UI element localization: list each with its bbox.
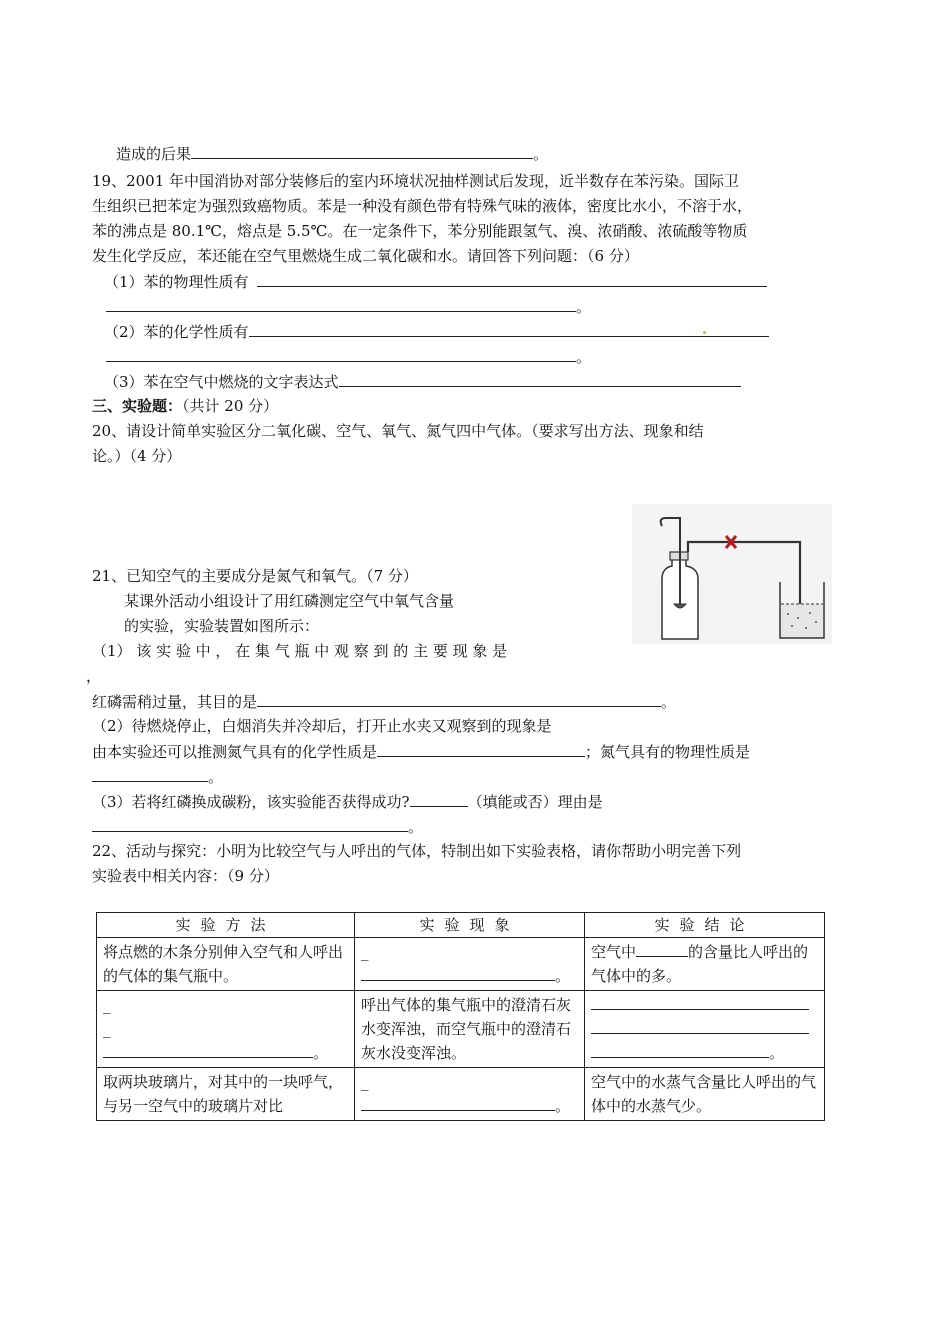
period: 。 [769,1044,785,1062]
period: 。 [555,967,571,985]
row3-method: 取两块玻璃片，对其中的一块呼气，与另一空气中的玻璃片对比 [97,1068,355,1121]
row2-conclusion-blank-3[interactable] [591,1041,769,1058]
q21-infer-cont [92,766,223,787]
q19-sub2 [104,321,769,342]
row1-conclusion [585,938,825,991]
q19-sub2-blank-2[interactable] [106,346,576,362]
q19-sub1-label: （1）苯的物理性质有 [104,273,249,291]
q21-line-3: 的实验，实验装置如图所示： [124,617,320,635]
q19-stem-line-3: 苯的沸点是 80.1℃，熔点是 5.5℃。在一定条件下，苯分别能跟氢气、溴、浓硝酸、浓硫酸等物质 [92,222,748,240]
row1-phenomenon-blank[interactable] [361,964,555,981]
table-row [97,1068,825,1121]
period: 。 [208,768,224,786]
row3-conclusion: 空气中的水蒸气含量比人呼出的气体中的水蒸气少。 [585,1068,825,1121]
row1-phenomenon [355,938,585,991]
q21-infer-phys-blank[interactable] [92,766,208,782]
row1-method: 将点燃的木条分别伸入空气和人呼出的气体的集气瓶中。 [97,938,355,991]
row2-method [97,991,355,1068]
table-header-row [97,913,825,938]
q20-line-1: 20、请设计简单实验区分二氧化碳、空气、氧气、氮气四中气体。（要求写出方法、现象和结 [92,422,704,440]
section-3-heading [92,396,278,416]
q19-stem-line-4: 发生化学反应，苯还能在空气里燃烧生成二氧化碳和水。请回答下列问题：（6 分） [92,247,639,265]
q19-stem-line-1: 19、2001 年中国消协对部分装修后的室内环境状况抽样测试后发现，近半数存在苯污染。国际卫 [92,172,740,190]
q21-infer-phys-label: ；氮气具有的物理性质是 [585,743,751,761]
header-method: 实验方法 [97,913,355,938]
q19-sub3-label: （3）苯在空气中燃烧的文字表达式 [104,373,339,391]
section-3-score: （共计 20 分） [182,397,279,415]
q19-stem-line-2: 生组织已把苯定为强烈致癌物质。苯是一种没有颜色带有特殊气味的液体，密度比水小，不溶于水， [92,197,753,215]
row1-phenomenon-dash: _ [361,943,369,961]
q19-sub1-cont [106,296,591,317]
q21-purpose-label: 红磷需稍过量，其目的是 [92,693,258,711]
q19-sub1 [104,271,767,292]
q21-sub3 [92,791,603,812]
table-row [97,991,825,1068]
q21-sub3-cont [92,816,423,837]
q21-line-1: 21、已知空气的主要成分是氮气和氧气。（7 分） [92,567,418,585]
q19-sub2-blank[interactable] [249,321,769,337]
q21-sub3-label: （3）若将红磷换成碳粉，该实验能否获得成功? [92,793,410,811]
row1-conclusion-blank[interactable] [636,940,688,957]
period: 。 [313,1044,329,1062]
q19-sub1-blank[interactable] [257,271,767,287]
q21-sub1: （1） 该 实 验 中 ， 在 集 气 瓶 中 观 察 到 的 主 要 现 象 是 [92,642,508,660]
period: 。 [408,818,424,836]
q22-line-1: 22、活动与探究：小明为比较空气与人呼出的气体，特制出如下实验表格，请你帮助小明完善下列 [92,842,742,860]
q19-sub1-blank-2[interactable] [106,296,576,312]
period: 。 [576,298,592,316]
q21-purpose-blank[interactable] [257,691,661,707]
q21-sub1-comma: ， [86,667,102,685]
row2-method-dash-2: _ [103,1020,111,1038]
stray-dot [703,331,706,334]
row2-conclusion-blank-1[interactable] [591,993,809,1010]
row3-phenomenon [355,1068,585,1121]
q21-sub3-hint: （填能或否）理由是 [467,793,603,811]
period: 。 [555,1097,571,1115]
q21-purpose [92,691,676,712]
table-row [97,938,825,991]
q22-line-2: 实验表中相关内容：（9 分） [92,867,279,885]
q20-line-2: 论。）（4 分） [92,447,182,465]
row1-conclusion-pre: 空气中 [591,943,637,961]
q19-sub3 [104,371,741,392]
row3-phenomenon-dash: _ [361,1073,369,1091]
q21-sub3-answer-blank[interactable] [410,791,468,807]
q21-sub2: （2）待燃烧停止，白烟消失并冷却后，打开止水夹又观察到的现象是 [92,717,552,735]
q21-infer [92,741,750,762]
experiment-table [96,912,825,1121]
header-phenomenon: 实验现象 [355,913,585,938]
period: 。 [661,693,677,711]
row2-method-blank[interactable] [103,1041,313,1058]
period: 。 [576,348,592,366]
header-conclusion: 实验结论 [585,913,825,938]
q18-result-blank[interactable] [191,143,533,159]
row2-conclusion [585,991,825,1068]
row2-conclusion-blank-2[interactable] [591,1017,809,1034]
row2-phenomenon: 呼出气体的集气瓶中的澄清石灰水变浑浊，而空气瓶中的澄清石灰水没变浑浊。 [355,991,585,1068]
q21-infer-chem-blank[interactable] [377,741,585,757]
row3-phenomenon-blank[interactable] [361,1094,555,1111]
q21-sub3-reason-blank[interactable] [92,816,408,832]
q19-sub2-cont [106,346,591,367]
q19-sub2-label: （2）苯的化学性质有 [104,323,249,341]
period: 。 [533,145,549,163]
q18-result-label: 造成的后果 [116,145,192,163]
row1-conclusion-post: 的含量比人呼出的气体中的多。 [591,943,809,985]
q21-line-2: 某课外活动小组设计了用红磷测定空气中氧气含量 [124,592,455,610]
row2-method-dash-1: _ [103,996,111,1014]
q21-infer-chem-label: 由本实验还可以推测氮气具有的化学性质是 [92,743,378,761]
section-3-title: 三、实验题： [92,397,183,415]
q19-sub3-blank[interactable] [339,371,741,387]
q18-result-line [116,143,548,164]
apparatus-figure [632,504,832,644]
